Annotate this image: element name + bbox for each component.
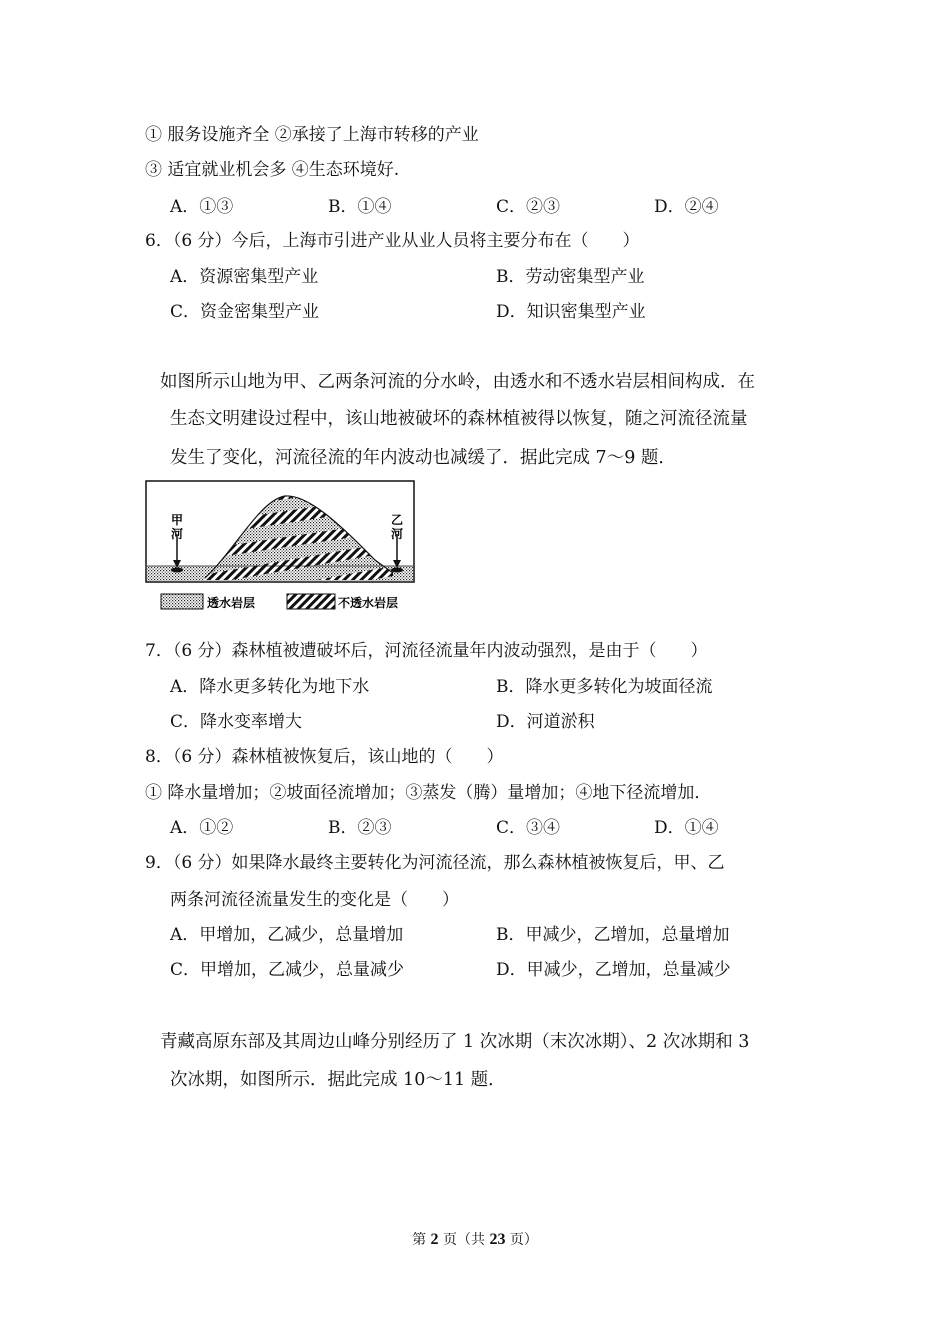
- footer-page-number: 2: [430, 1231, 439, 1248]
- legend-permeable-swatch: [161, 594, 203, 609]
- q8-statements: ① 降水量增加；②坡面径流增加；③蒸发（腾）量增加；④地下径流增加．: [145, 783, 712, 803]
- q9-option-a: A．甲增加，乙减少，总量增加: [170, 925, 404, 945]
- legend-impermeable-label: 不透水岩层: [338, 596, 399, 610]
- q5-option-b: B．①④: [328, 197, 392, 217]
- footer-prefix: 第: [412, 1232, 431, 1248]
- legend-impermeable-swatch: [287, 594, 335, 609]
- q5-statement-line1: ① 服务设施齐全 ②承接了上海市转移的产业: [145, 125, 479, 145]
- q8-option-b: B．②③: [328, 818, 392, 838]
- intro-7-9-line1: 如图所示山地为甲、乙两条河流的分水岭，由透水和不透水岩层相间构成．在: [160, 372, 755, 392]
- q8-option-c: C．③④: [496, 818, 561, 838]
- q9-stem: 9．（6 分）如果降水最终主要转化为河流径流，那么森林植被恢复后，甲、乙: [145, 853, 725, 873]
- intro-10-11-line2: 次冰期，如图所示．据此完成 10～11 题．: [170, 1070, 506, 1090]
- footer-mid: 页（共: [438, 1232, 490, 1248]
- river-right-channel: [391, 568, 403, 573]
- river-right-label-1: 乙: [391, 513, 404, 527]
- q5-statement-line2: ③ 适宜就业机会多 ④生态环境好.: [145, 160, 400, 180]
- q6-option-d: D．知识密集型产业: [496, 302, 646, 322]
- q6-stem: 6．（6 分）今后，上海市引进产业从业人员将主要分布在（ ）: [145, 231, 640, 251]
- river-left-label-1: 甲: [171, 513, 184, 527]
- q6-option-b: B．劳动密集型产业: [496, 267, 645, 287]
- page-footer: [0, 1229, 950, 1249]
- footer-suffix: 页）: [505, 1232, 538, 1248]
- q9-option-b: B．甲减少，乙增加，总量增加: [496, 925, 730, 945]
- q7-stem: 7．（6 分）森林植被遭破坏后，河流径流量年内波动强烈，是由于（ ）: [145, 641, 708, 661]
- intro-7-9-line3: 发生了变化，河流径流的年内波动也减缓了．据此完成 7～9 题．: [170, 448, 676, 468]
- q9-option-c: C．甲增加，乙减少，总量减少: [170, 960, 405, 980]
- q9-option-d: D．甲减少，乙增加，总量减少: [496, 960, 731, 980]
- q6-option-a: A．资源密集型产业: [170, 267, 319, 287]
- q6-option-c: C．资金密集型产业: [170, 302, 320, 322]
- river-right-label-2: 河: [391, 527, 404, 541]
- q7-option-c: C．降水变率增大: [170, 712, 303, 732]
- intro-10-11-line1: 青藏高原东部及其周边山峰分别经历了 1 次冰期（末次冰期）、2 次冰期和 3: [160, 1032, 750, 1052]
- q7-option-b: B．降水更多转化为坡面径流: [496, 677, 713, 697]
- watershed-cross-section-diagram: [145, 480, 420, 615]
- q5-option-d: D．②④: [654, 197, 719, 217]
- river-left-label-2: 河: [171, 527, 184, 541]
- q8-stem: 8．（6 分）森林植被恢复后，该山地的（ ）: [145, 747, 504, 767]
- legend-permeable-label: 透水岩层: [207, 596, 256, 610]
- footer-total-pages: 23: [489, 1231, 506, 1248]
- river-left-channel: [171, 568, 183, 573]
- q9-stem-cont: 两条河流径流量发生的变化是（ ）: [170, 890, 459, 910]
- q8-option-d: D．①④: [654, 818, 719, 838]
- q7-option-d: D．河道淤积: [496, 712, 595, 732]
- q7-option-a: A．降水更多转化为地下水: [170, 677, 370, 697]
- intro-7-9-line2: 生态文明建设过程中，该山地被破坏的森林植被得以恢复，随之河流径流量: [170, 409, 748, 429]
- q5-option-a: A．①③: [170, 197, 234, 217]
- q8-option-a: A．①②: [170, 818, 234, 838]
- q5-option-c: C．②③: [496, 197, 561, 217]
